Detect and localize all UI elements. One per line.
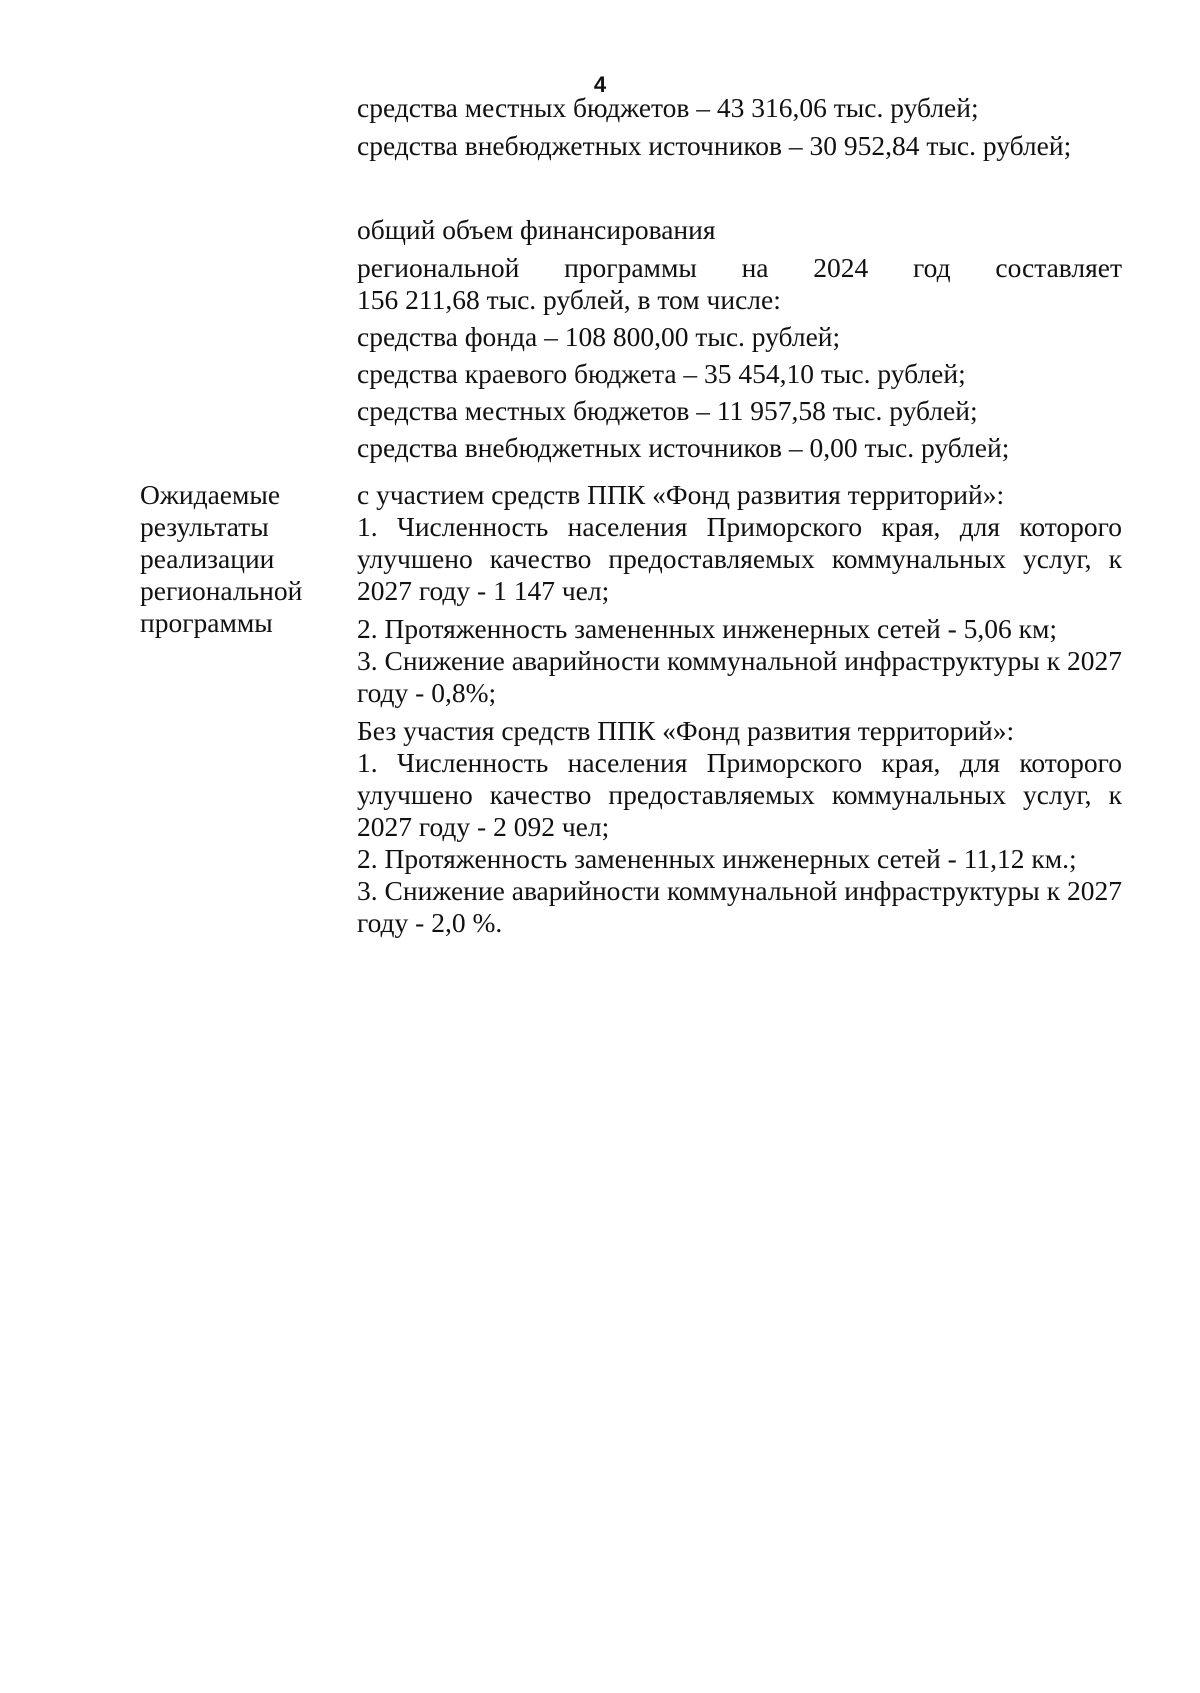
financing-continuation: [357, 92, 1122, 162]
financing-extra-budget: средства внебюджетных источников – 30 952,84 тыс. рублей;: [357, 130, 1072, 161]
with-fund-heading: с участием средств ППК «Фонд развития территорий»:: [357, 479, 1005, 510]
financing-2024-fund: средства фонда – 108 800,00 тыс. рублей;: [357, 321, 841, 352]
without-fund-heading: Без участия средств ППК «Фонд развития территорий»:: [357, 715, 1015, 746]
financing-2024-block: [357, 214, 1122, 464]
financing-2024-intro-line1: региональной программы на 2024 год составляет: [357, 252, 1122, 283]
label-line: реализации: [140, 543, 275, 574]
with-fund-item-2: 2. Протяженность замененных инженерных сетей - 5,06 км;: [357, 613, 1058, 644]
label-line: программы: [140, 607, 273, 638]
with-fund-item-1: 1. Численность населения Приморского края, для которого улучшено качество предоставляемых коммунальных услуг, к 2027 году - 1 147 чел;: [357, 511, 1122, 606]
financing-2024-title: общий объем финансирования: [357, 214, 716, 245]
financing-2024-regional-budget: средства краевого бюджета – 35 454,10 тыс. рублей;: [357, 358, 966, 389]
label-line: результаты: [140, 511, 269, 542]
without-fund-item-1: 1. Численность населения Приморского края, для которого улучшено качество предоставляемых коммунальных услуг, к 2027 году - 2 092 чел;: [357, 747, 1122, 842]
financing-2024-local-budgets: средства местных бюджетов – 11 957,58 тыс. рублей;: [357, 395, 978, 426]
label-line: региональной: [140, 575, 303, 606]
expected-results-label: [140, 479, 340, 639]
expected-results-block: [357, 479, 1122, 939]
financing-local-budgets: средства местных бюджетов – 43 316,06 тыс. рублей;: [357, 92, 979, 123]
financing-2024-intro-line2: 156 211,68 тыс. рублей, в том числе:: [357, 284, 781, 315]
financing-2024-extra-budget: средства внебюджетных источников – 0,00 тыс. рублей;: [357, 432, 1010, 463]
label-line: Ожидаемые: [140, 479, 281, 510]
page-number: 4: [593, 72, 607, 97]
without-fund-item-3: 3. Снижение аварийности коммунальной инфраструктуры к 2027 году - 2,0 %.: [357, 875, 1122, 938]
without-fund-item-2: 2. Протяженность замененных инженерных сетей - 11,12 км.;: [357, 843, 1077, 874]
with-fund-item-3: 3. Снижение аварийности коммунальной инфраструктуры к 2027 году - 0,8%;: [357, 645, 1122, 708]
